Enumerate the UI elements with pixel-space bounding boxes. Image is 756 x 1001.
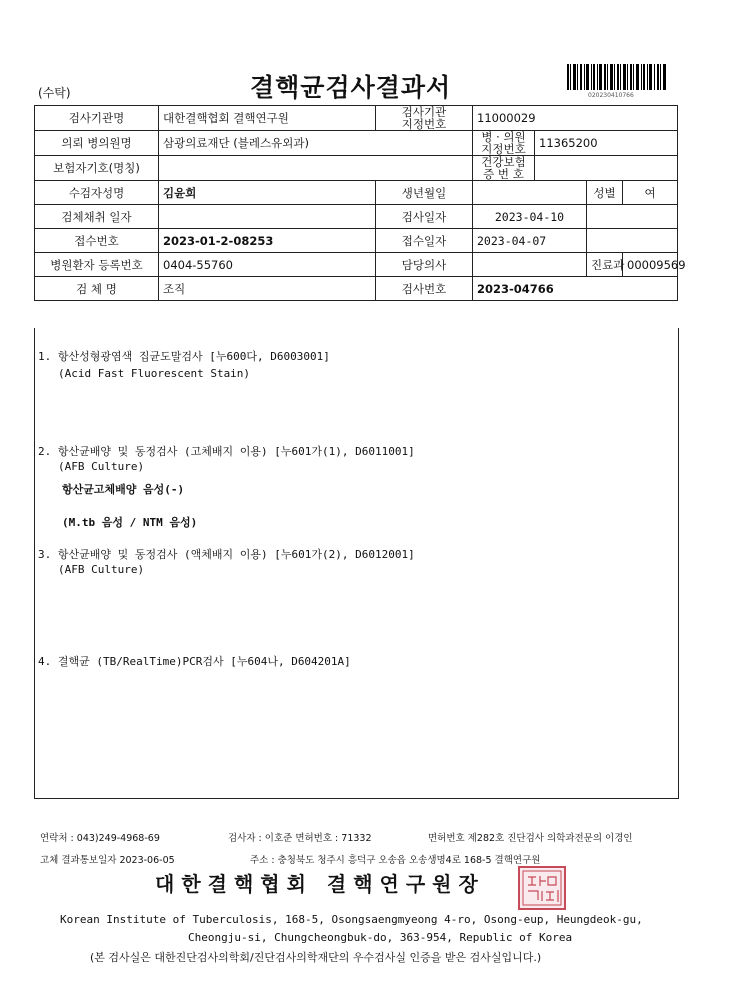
label-insurer: 보험자기호(명칭) (35, 156, 159, 181)
label-registration-no: 병원환자 등록번호 (35, 253, 159, 277)
value-patient-name: 김윤희 (159, 181, 376, 205)
value-hospital: 삼광의료재단 (블레스유외과) (159, 131, 473, 156)
label-institution-no: 검사기관 지정번호 (376, 106, 473, 131)
label-birthdate: 생년월일 (376, 181, 473, 205)
test-3-subtitle: (AFB Culture) (58, 563, 145, 576)
row-registration (35, 253, 678, 277)
test-2-result: 항산균고체배양 음성(-) (62, 483, 185, 496)
label-receipt-no: 접수번호 (35, 229, 159, 253)
value-specimen: 조직 (159, 277, 376, 301)
value-blank-r5 (587, 205, 678, 229)
barcode (567, 64, 667, 90)
value-receipt-date: 2023-04-07 (473, 229, 587, 253)
test-4-title: 4. 결핵균 (TB/RealTime)PCR검사 [누604나, D604201A] (38, 655, 351, 668)
label-insurance-no: 건강보험 증 번 호 (473, 156, 535, 181)
row-patient (35, 181, 678, 205)
english-address-line2: Cheongju-si, Chungcheongbuk-do, 363-954, Republic of Korea (188, 931, 573, 944)
row-collection (35, 205, 678, 229)
examiner: 검사자 : 이호준 면허번호 : 71332 (228, 833, 372, 844)
value-collection-date (159, 205, 376, 229)
value-insurer (159, 156, 473, 181)
value-institution-no: 11000029 (473, 106, 678, 131)
official-seal (518, 866, 566, 910)
consignment-label: (수탁) (38, 86, 71, 100)
test-2-subtitle: (AFB Culture) (58, 460, 145, 473)
value-receipt-no: 2023-01-2-08253 (159, 229, 376, 253)
row-receipt (35, 229, 678, 253)
test-2-result-detail: (M.tb 음성 / NTM 음성) (62, 516, 198, 529)
value-institution: 대한결핵협회 결핵연구원 (159, 106, 376, 131)
english-address-line1: Korean Institute of Tuberculosis, 168-5, Osongsaengmyeong 4-ro, Osong-eup, Heungdeok-gu, (60, 913, 643, 926)
label-hospital-no: 병 · 의원 지정번호 (473, 131, 535, 156)
notice-date: 고체 결과통보일자 2023-06-05 (40, 855, 175, 866)
address: 주소 : 충청북도 청주시 흥덕구 오송읍 오송생명4로 168-5 결핵연구원 (250, 855, 541, 866)
value-insurance-no (535, 156, 678, 181)
label-test-date: 검사일자 (376, 205, 473, 229)
value-blank-r6 (587, 229, 678, 253)
test-2-title: 2. 항산균배양 및 동정검사 (고체배지 이용) [누601가(1), D6011001] (38, 445, 415, 458)
value-test-no: 2023-04766 (473, 277, 678, 301)
value-birthdate (473, 181, 587, 205)
label-institution: 검사기관명 (35, 106, 159, 131)
value-registration-no: 0404-55760 (159, 253, 376, 277)
page-title: 결핵균검사결과서 (250, 73, 452, 102)
certification-note: (본 검사실은 대한진단검사의학회/진단검사의학재단의 우수검사실 인증을 받은 검사실입니다.) (90, 951, 542, 964)
label-patient-name: 수검자성명 (35, 181, 159, 205)
label-specimen: 검 체 명 (35, 277, 159, 301)
value-doctor (473, 253, 587, 277)
label-sex: 성별 (587, 181, 623, 205)
label-department: 진료과 (587, 253, 623, 277)
specialist-license: 면허번호 제282호 진단검사 의학과전문의 이경인 (428, 833, 633, 844)
label-hospital: 의뢰 병의원명 (35, 131, 159, 156)
contact-number: 연락처 : 043)249-4968-69 (40, 833, 160, 844)
row-institution (35, 106, 678, 131)
organization-director: 대한결핵협회 결핵연구원장 (155, 872, 485, 896)
barcode-number: 020230410766 (588, 92, 634, 99)
row-specimen (35, 277, 678, 301)
test-1-subtitle: (Acid Fast Fluorescent Stain) (58, 367, 251, 380)
row-insurer (35, 156, 678, 181)
test-1-title: 1. 항산성형광염색 집균도말검사 [누600다, D6003001] (38, 350, 330, 363)
label-test-no: 검사번호 (376, 277, 473, 301)
label-collection-date: 검체채취 일자 (35, 205, 159, 229)
info-table (34, 105, 686, 301)
label-receipt-date: 접수일자 (376, 229, 473, 253)
row-hospital (35, 131, 678, 156)
value-test-date: 2023-04-10 (473, 205, 587, 229)
label-doctor: 담당의사 (376, 253, 473, 277)
value-hospital-no: 11365200 (535, 131, 678, 156)
value-department: 00009569 (623, 253, 678, 277)
test-3-title: 3. 항산균배양 및 동정검사 (액체배지 이용) [누601가(2), D6012001] (38, 548, 415, 561)
value-sex: 여 (623, 181, 678, 205)
